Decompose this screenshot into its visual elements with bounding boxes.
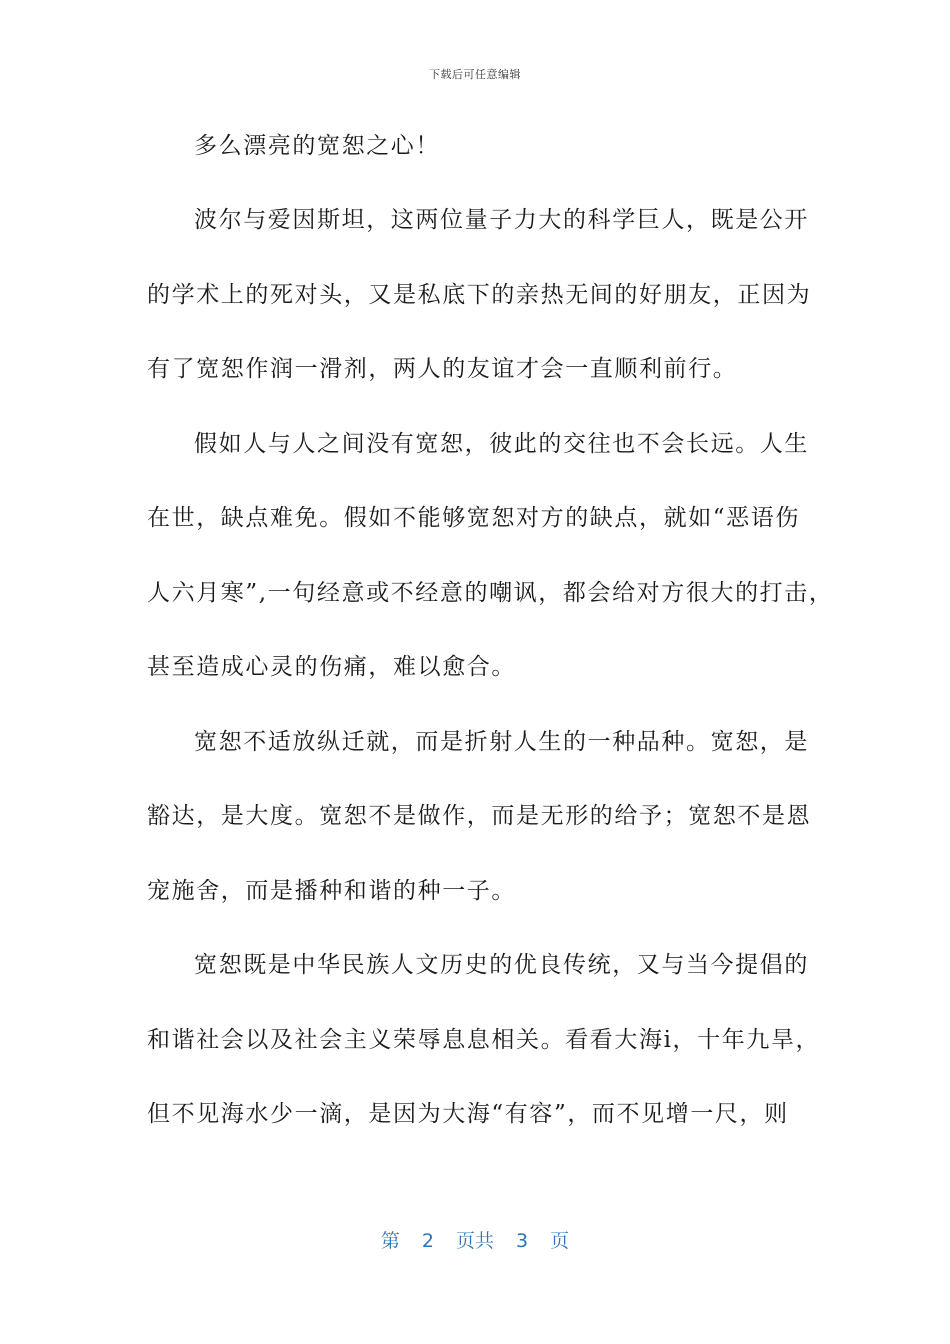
page-header: 下载后可任意编辑	[429, 68, 521, 81]
page-footer	[0, 1226, 950, 1253]
paragraph-line: 的学术上的死对头，又是私底下的亲热无间的好朋友，正因为	[147, 282, 812, 308]
paragraph-line: 但不见海水少一滴，是因为大海“有容”，而不见增一尺，则	[147, 1101, 789, 1127]
paragraph-line: 有了宽恕作润一滑剂，两人的友谊才会一直顺利前行。	[147, 356, 738, 382]
paragraph-line: 和谐社会以及社会主义荣辱息息相关。看看大海ⅰ，十年九旱，	[147, 1027, 821, 1053]
paragraph-line: 甚至造成心灵的伤痛，难以愈合。	[147, 654, 516, 680]
footer-suffix: 页	[550, 1230, 570, 1252]
paragraph-line: 豁达，是大度。宽恕不是做作，而是无形的给予；宽恕不是恩	[147, 803, 812, 829]
footer-mid: 页共	[455, 1230, 494, 1252]
paragraph-line: 假如人与人之间没有宽恕，彼此的交往也不会长远。人生	[194, 431, 809, 457]
paragraph-line: 波尔与爱因斯坦，这两位量子力大的科学巨人，既是公开	[194, 207, 809, 233]
footer-prefix: 第	[380, 1230, 400, 1252]
paragraph-line: 人六月寒”,一句经意或不经意的嘲讽，都会给对方很大的打击，	[147, 580, 834, 606]
paragraph-line: 在世，缺点难免。假如不能够宽恕对方的缺点，就如“恶语伤	[147, 505, 800, 531]
paragraph-line: 宠施舍，而是播种和谐的种一子。	[147, 878, 516, 904]
paragraph-line: 宽恕不适放纵迁就，而是折射人生的一种品种。宽恕，是	[194, 729, 809, 755]
total-pages: 3	[516, 1230, 529, 1252]
paragraph-line: 宽恕既是中华民族人文历史的优良传统，又与当今提倡的	[194, 952, 809, 978]
current-page-number: 2	[421, 1230, 434, 1252]
paragraph-line: 多么漂亮的宽恕之心！	[194, 133, 440, 159]
